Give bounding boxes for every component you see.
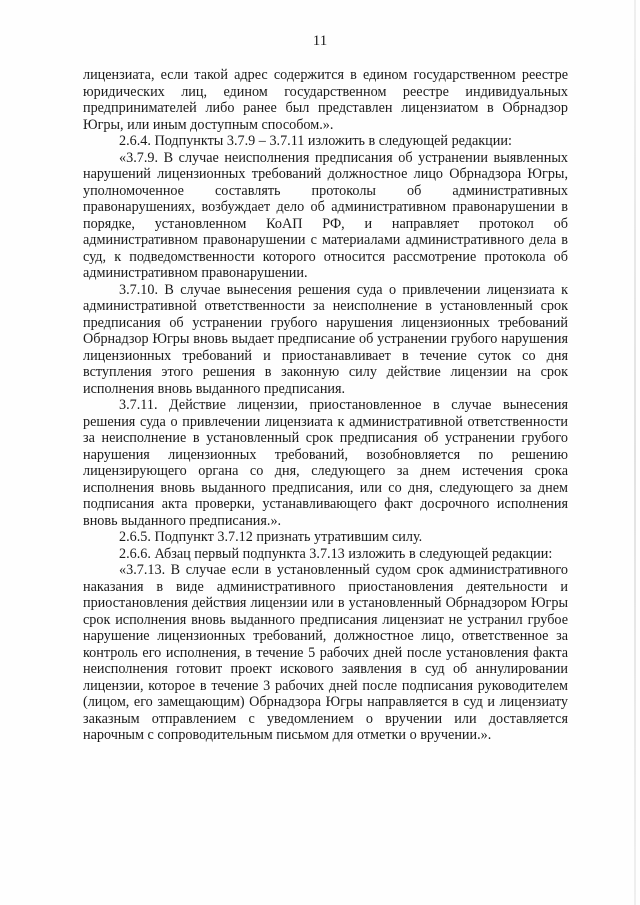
scan-edge-shadow	[634, 0, 636, 905]
paragraph-2-6-5: 2.6.5. Подпункт 3.7.12 признать утратившим силу.	[119, 529, 423, 545]
document-body	[83, 67, 568, 744]
paragraph-3-7-11: 3.7.11. Действие лицензии, приостановленное в случае вынесения решения суда о привлечении лицензиата к административной ответственности за неисполнение в установленный срок предписания об устранении грубого нарушения лицензионных требований, возобновляется по решению лицензирующего органа со дня, следующего за днем истечения срока исполнения вновь выданного предписания, или со дня, следующего за днем подписания акта проверки, устанавливающего факт досрочного исполнения вновь выданного предписания.».	[83, 397, 568, 529]
paragraph-2-6-4: 2.6.4. Подпункты 3.7.9 – 3.7.11 изложить в следующей редакции:	[119, 133, 512, 149]
page-number: 11	[312, 33, 328, 49]
paragraph-3-7-13: «3.7.13. В случае если в установленный судом срок административного наказания в виде административного приостановления деятельности и приостановления действия лицензии или в установленный Обрнадзором Югры срок исполнения вновь выданного предписания лицензиат не устранил грубое нарушение лицензионных требований, должностное лицо, ответственное за контроль его исполнения, в течение 5 рабочих дней после установления факта неисполнения готовит проект искового заявления в суд об аннулировании лицензии, которое в течение 3 рабочих дней после подписания руководителем (лицом, его замещающим) Обрнадзора Югры направляется в суд и лицензиату заказным отправлением с уведомлением о вручении или доставляется нарочным с сопроводительным письмом для отметки о вручении.».	[83, 562, 568, 743]
paragraph-3-7-10: 3.7.10. В случае вынесения решения суда о привлечении лицензиата к административной ответственности за неисполнение в установленный срок предписания об устранении грубого нарушения лицензионных требований Обрнадзор Югры вновь выдает предписание об устранении грубого нарушения лицензионных требований и приостанавливает в течение суток со дня вступления этого решения в законную силу действие лицензии на срок исполнения вновь выданного предписания.	[83, 281, 568, 397]
paragraph-3-7-9: «3.7.9. В случае неисполнения предписания об устранении выявленных нарушений лицензионных требований должностное лицо Обрнадзора Югры, уполномоченное составлять протоколы об административных правонарушениях, возбуждает дело об административном правонарушении в порядке, установленном КоАП РФ, и направляет протокол об административном правонарушении с материалами административного дела в суд, к подведомственности которого относится рассмотрение протокола об административном правонарушении.	[83, 149, 568, 281]
paragraph-continuation: лицензиата, если такой адрес содержится в едином государственном реестре юридических лиц, едином государственном реестре индивидуальных предпринимателей либо ранее был представлен лицензиатом в Обрнадзор Югры, или иным доступным способом.».	[83, 67, 568, 133]
paragraph-2-6-6: 2.6.6. Абзац первый подпункта 3.7.13 изложить в следующей редакции:	[119, 545, 553, 562]
